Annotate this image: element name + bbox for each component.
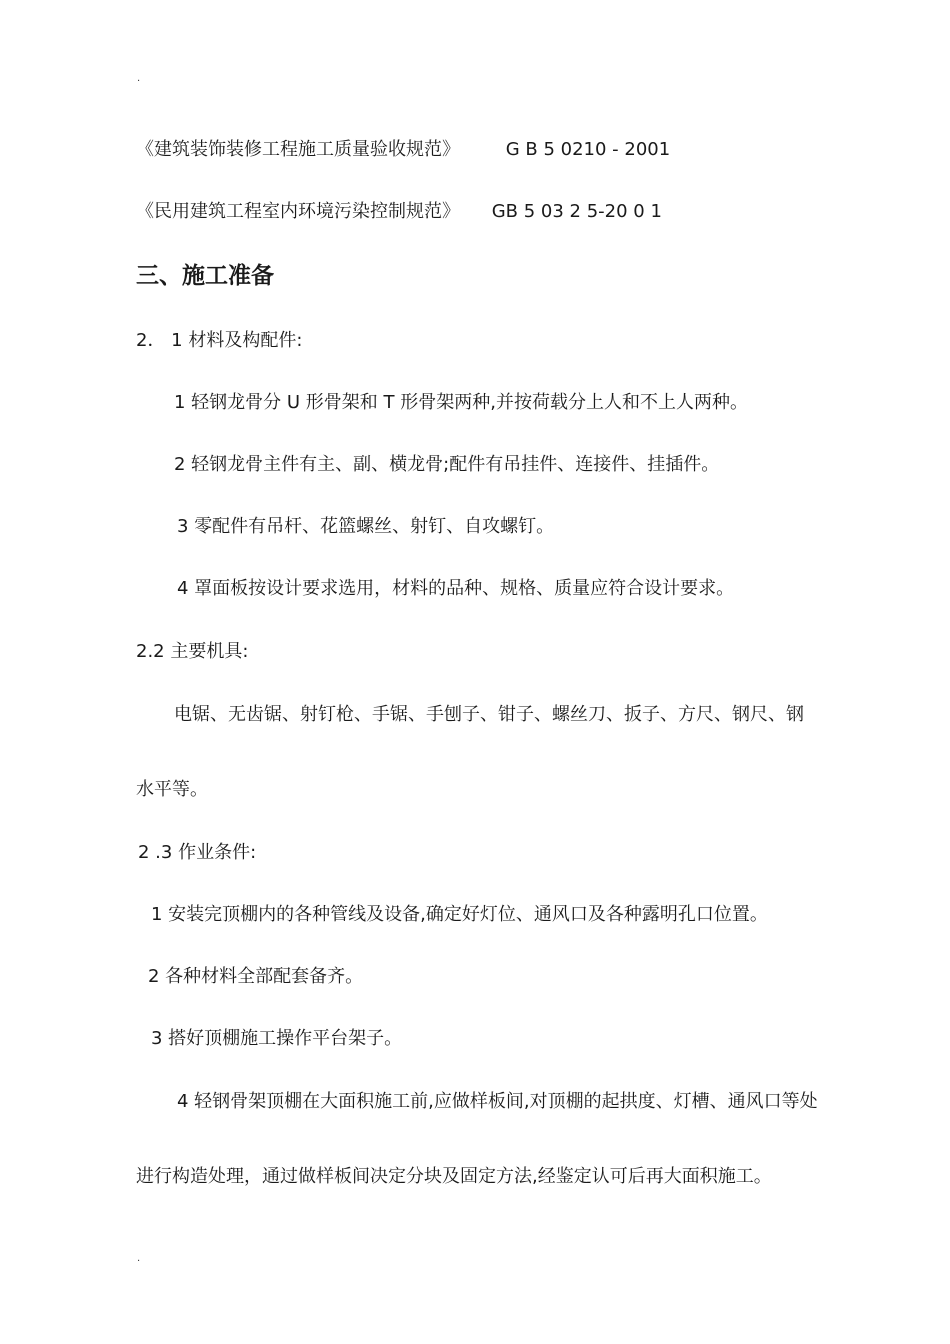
section-title: 三、施工准备 (136, 263, 274, 289)
conditions-heading: 2 .3 作业条件: (138, 842, 257, 863)
materials-item-4: 4 罩面板按设计要求选用，材料的品种、规格、质量应符合设计要求。 (177, 578, 735, 599)
tools-line-1: 电锯、无齿锯、射钉枪、手锯、手刨子、钳子、螺丝刀、扳子、方尺、钢尺、钢 (174, 704, 804, 725)
conditions-item-3: 3 搭好顶棚施工操作平台架子。 (151, 1028, 403, 1049)
tools-heading: 2.2 主要机具: (136, 641, 249, 662)
standard-2-name: 《民用建筑工程室内环境污染控制规范》 (136, 201, 460, 222)
standard-1-code: G B 5 0210 - 2001 (505, 139, 671, 160)
materials-heading: 2． 1 材料及构配件: (136, 330, 303, 351)
standard-2 (136, 200, 662, 224)
footer-mark: . (137, 1253, 141, 1264)
standard-1 (136, 138, 670, 162)
materials-item-3: 3 零配件有吊杆、花篮螺丝、射钉、自攻螺钉。 (177, 516, 555, 537)
conditions-item-4-line-2: 进行构造处理，通过做样板间决定分块及固定方法,经鉴定认可后再大面积施工。 (136, 1166, 772, 1187)
conditions-item-4-line-1: 4 轻钢骨架顶棚在大面积施工前,应做样板间,对顶棚的起拱度、灯槽、通风口等处 (177, 1091, 818, 1112)
tools-line-2: 水平等。 (136, 779, 208, 800)
conditions-item-1: 1 安装完顶棚内的各种管线及设备,确定好灯位、通风口及各种露明孔口位置。 (151, 904, 768, 925)
standard-1-name: 《建筑装饰装修工程施工质量验收规范》 (136, 139, 460, 160)
header-mark: . (137, 73, 141, 84)
materials-item-2: 2 轻钢龙骨主件有主、副、横龙骨;配件有吊挂件、连接件、挂插件。 (174, 454, 720, 475)
standard-2-code: GB 5 03 2 5-20 0 1 (491, 201, 662, 222)
materials-item-1: 1 轻钢龙骨分 U 形骨架和 T 形骨架两种,并按荷载分上人和不上人两种。 (174, 392, 748, 413)
conditions-item-2: 2 各种材料全部配套备齐。 (148, 966, 364, 987)
